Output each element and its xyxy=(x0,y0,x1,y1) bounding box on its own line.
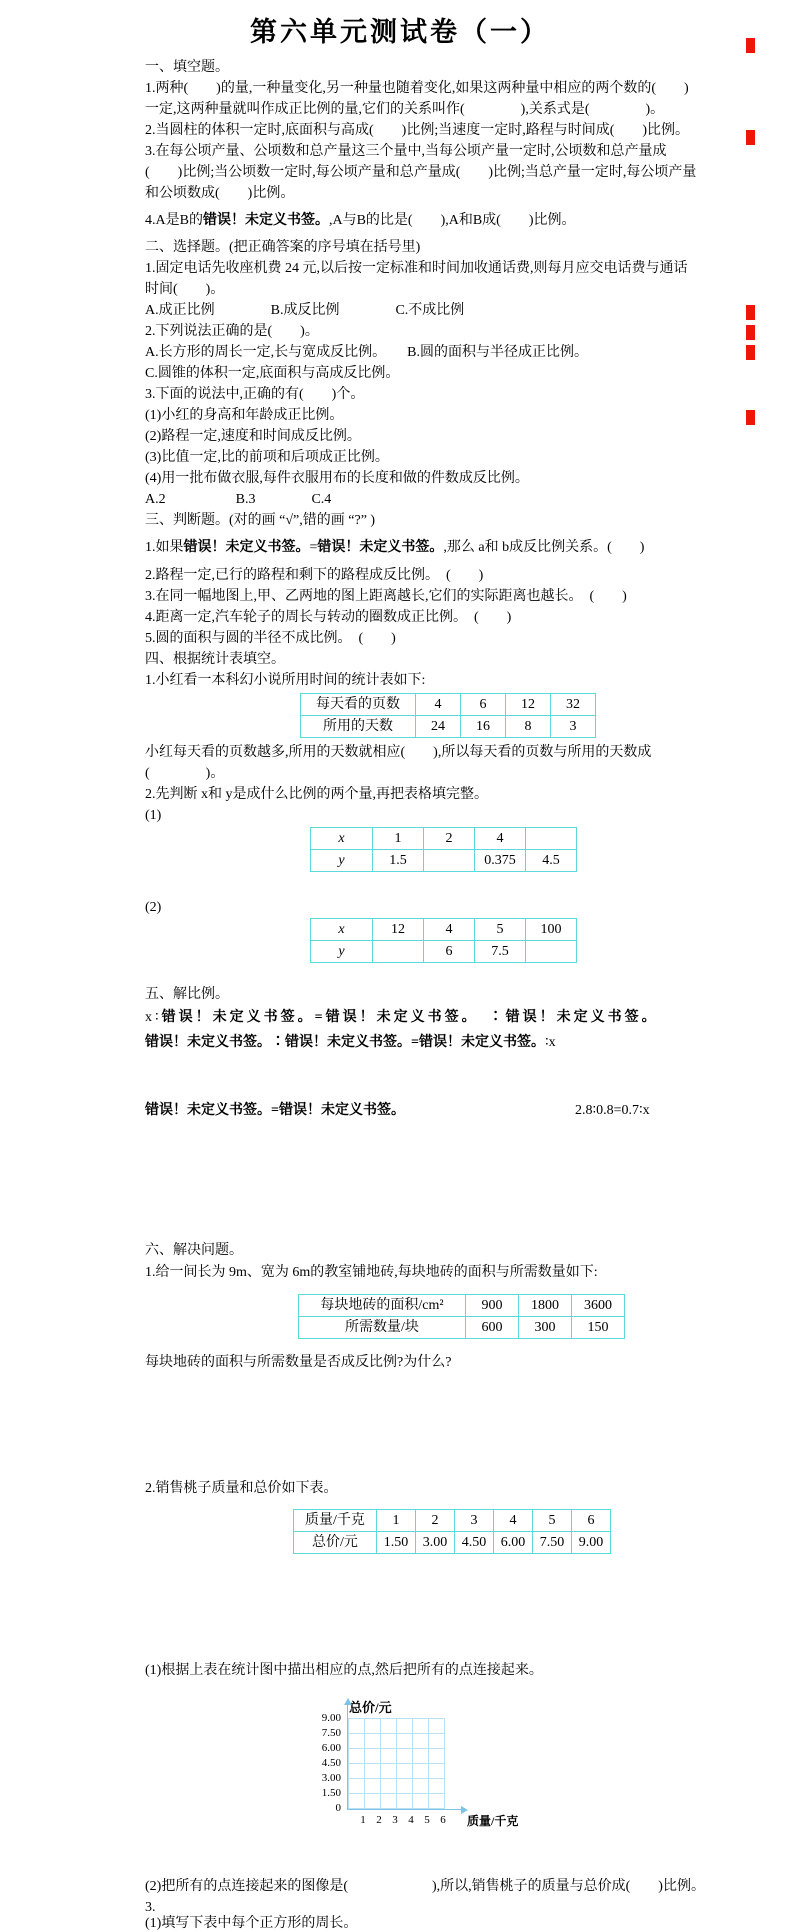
table-cell: 600 xyxy=(466,1317,519,1339)
bookmark-error-text: 错误！未定义书签。 xyxy=(183,540,310,555)
section5-proportion2 xyxy=(145,1032,556,1053)
section3-question1 xyxy=(145,537,644,558)
y-axis-tick: 6.00 xyxy=(321,1742,341,1754)
section3-question2: 2.路程一定,已行的路程和剩下的路程成反比例。 ( ) xyxy=(145,568,484,583)
table-cell: 6.00 xyxy=(494,1532,533,1554)
table-cell: 100 xyxy=(526,919,577,941)
section5-proportion1 xyxy=(145,1007,659,1028)
question-text: ,那么 a和 b成反比例关系。( ) xyxy=(443,540,645,555)
section6-question3-part1: (1)填写下表中每个正方形的周长。 xyxy=(145,1916,358,1931)
table-cell xyxy=(526,941,577,963)
section2-question2-option-c: C.圆锥的体积一定,底面积与高成反比例。 xyxy=(145,366,400,381)
section6-question2-part1: (1)根据上表在统计图中描出相应的点,然后把所有的点连接起来。 xyxy=(145,1663,543,1678)
section2-question2-options-ab: A.长方形的周长一定,长与宽成反比例。 B.圆的面积与半径成正比例。 xyxy=(145,345,588,360)
section1-question2: 2.当圆柱的体积一定时,底面积与高成( )比例;当速度一定时,路程与时间成( )比例。 xyxy=(145,123,690,138)
table-cell: 所用的天数 xyxy=(301,716,416,738)
question-text: 和公顷数成( )比例。 xyxy=(145,186,295,201)
question-text: ,A与B的比是( ),A和B成( )比例。 xyxy=(328,213,576,228)
table-cell: 4.50 xyxy=(455,1532,494,1554)
table-cell: 16 xyxy=(461,716,506,738)
section1-question4 xyxy=(145,210,576,231)
table-cell: 7.5 xyxy=(475,941,526,963)
section5-proportion3-right: 2.8∶0.8=0.7∶x xyxy=(575,1103,650,1118)
table-cell: y xyxy=(311,941,373,963)
table-cell: 1.5 xyxy=(373,850,424,872)
table-cell: 1800 xyxy=(519,1295,572,1317)
section4-question1-conclusion xyxy=(145,742,651,784)
table-cell: 6 xyxy=(461,694,506,716)
table-cell: 0.375 xyxy=(475,850,526,872)
table-cell xyxy=(526,828,577,850)
section1-question1 xyxy=(145,78,689,120)
red-annotation-mark xyxy=(746,130,755,145)
y-axis-tick: 9.00 xyxy=(321,1712,341,1724)
section6-question2-part2: (2)把所有的点连接起来的图像是( ),所以,销售桃子的质量与总价成( )比例。 xyxy=(145,1879,705,1894)
section3-question5: 5.圆的面积与圆的半径不成比例。 ( ) xyxy=(145,631,396,646)
table-row xyxy=(311,919,577,941)
pages-days-table xyxy=(300,693,596,738)
section2-question3-statements xyxy=(145,405,529,489)
red-annotation-mark xyxy=(746,325,755,340)
math-text: x∶ xyxy=(145,1010,162,1025)
table-cell: 4 xyxy=(475,828,526,850)
y-axis-tick: 7.50 xyxy=(321,1727,341,1739)
table-cell: 3.00 xyxy=(416,1532,455,1554)
table-row xyxy=(311,941,577,963)
chart-x-axis-label: 质量/千克 xyxy=(467,1814,519,1828)
table-cell xyxy=(424,850,475,872)
table-cell: 6 xyxy=(424,941,475,963)
table-cell: y xyxy=(311,850,373,872)
table-cell xyxy=(373,941,424,963)
x-axis-tick: 3 xyxy=(392,1814,398,1826)
red-annotation-mark xyxy=(746,410,755,425)
table-row xyxy=(301,694,596,716)
question-text: 小红每天看的页数越多,所用的天数就相应( ),所以每天看的页数与所用的天数成 xyxy=(145,745,652,760)
table-row xyxy=(311,828,577,850)
bookmark-error-text: 错误！未定义书签。=错误！未定义书签。 ∶错误！未定义书签。 xyxy=(161,1010,659,1025)
table-cell: 6 xyxy=(572,1510,611,1532)
question-text: 一定,这两种量就叫作成正比例的量,它们的关系叫作( ),关系式是( )。 xyxy=(145,102,665,117)
price-weight-chart xyxy=(261,1695,561,1845)
table-cell: 4 xyxy=(424,919,475,941)
section4-question1: 1.小红看一本科幻小说所用时间的统计表如下: xyxy=(145,673,426,688)
statement: (4)用一批布做衣服,每件衣服用布的长度和做的件数成反比例。 xyxy=(145,471,529,486)
section6-question1: 1.给一间长为 9m、宽为 6m的教室铺地砖,每块地砖的面积与所需数量如下: xyxy=(145,1265,598,1280)
table-cell: 9.00 xyxy=(572,1532,611,1554)
bookmark-error-text: 错误！未定义书签。 xyxy=(202,213,329,228)
x-axis-tick: 2 xyxy=(376,1814,382,1826)
section1-heading: 一、填空题。 xyxy=(145,60,229,75)
section2-question1 xyxy=(145,258,688,300)
question-text: 3.在每公顷产量、公顷数和总产量这三个量中,当每公顷产量一定时,公顷数和总产量成 xyxy=(145,144,667,159)
section6-heading: 六、解决问题。 xyxy=(145,1243,243,1258)
red-annotation-mark xyxy=(746,38,755,53)
page-title: 第六单元测试卷（一） xyxy=(250,17,550,47)
table-cell: 7.50 xyxy=(533,1532,572,1554)
section4-heading: 四、根据统计表填空。 xyxy=(145,652,285,667)
section4-part1-label: (1) xyxy=(145,808,162,823)
statement: (3)比值一定,比的前项和后项成正比例。 xyxy=(145,450,389,465)
section5-heading: 五、解比例。 xyxy=(145,987,229,1002)
table-row xyxy=(301,716,596,738)
table-cell: 32 xyxy=(551,694,596,716)
x-axis-tick: 5 xyxy=(424,1814,430,1826)
question-text: 1.固定电话先收座机费 24 元,以后按一定标准和时间加收通话费,则每月应交电话费与通话 xyxy=(145,261,688,276)
x-axis-line xyxy=(444,1809,462,1810)
table-cell: 3600 xyxy=(572,1295,625,1317)
table-cell: 300 xyxy=(519,1317,572,1339)
section6-question3: 3. xyxy=(145,1900,156,1915)
table-cell: 4 xyxy=(494,1510,533,1532)
y-axis-tick: 0 xyxy=(335,1802,341,1814)
y-axis-tick: 3.00 xyxy=(321,1772,341,1784)
math-text: ∶x xyxy=(544,1035,556,1050)
x-axis-tick: 4 xyxy=(408,1814,414,1826)
table-cell: x xyxy=(311,828,373,850)
table-cell: 24 xyxy=(416,716,461,738)
question-text: 1.两种( )的量,一种量变化,另一种量也随着变化,如果这两种量中相应的两个数的( ) xyxy=(145,81,689,96)
table-cell: 1 xyxy=(377,1510,416,1532)
section2-question3: 3.下面的说法中,正确的有( )个。 xyxy=(145,387,365,402)
section3-question4: 4.距离一定,汽车轮子的周长与转动的圈数成正比例。 ( ) xyxy=(145,610,512,625)
table-cell: 5 xyxy=(533,1510,572,1532)
xy-table-2 xyxy=(310,918,577,963)
y-axis-line xyxy=(347,1704,348,1718)
table-cell: 总价/元 xyxy=(294,1532,377,1554)
table-row xyxy=(299,1317,625,1339)
x-axis-tick: 6 xyxy=(440,1814,446,1826)
section6-question1-prompt: 每块地砖的面积与所需数量是否成反比例?为什么? xyxy=(145,1355,452,1370)
table-cell: 8 xyxy=(506,716,551,738)
section1-question3 xyxy=(145,141,696,204)
table-cell: 每块地砖的面积/cm² xyxy=(299,1295,466,1317)
statement: (1)小红的身高和年龄成正比例。 xyxy=(145,408,344,423)
bookmark-error-text: 错误！未定义书签。 xyxy=(317,540,444,555)
red-annotation-mark xyxy=(746,305,755,320)
table-cell: 1.50 xyxy=(377,1532,416,1554)
statement: (2)路程一定,速度和时间成反比例。 xyxy=(145,429,361,444)
peach-price-table xyxy=(293,1509,611,1554)
table-row xyxy=(299,1295,625,1317)
x-axis-tick: 1 xyxy=(360,1814,366,1826)
table-cell: x xyxy=(311,919,373,941)
section2-question2: 2.下列说法正确的是( )。 xyxy=(145,324,319,339)
section2-heading: 二、选择题。(把正确答案的序号填在括号里) xyxy=(145,240,421,255)
table-cell: 4 xyxy=(416,694,461,716)
chart-y-axis-label: 总价/元 xyxy=(349,1700,392,1715)
table-cell: 3 xyxy=(551,716,596,738)
table-cell: 900 xyxy=(466,1295,519,1317)
section4-question2: 2.先判断 x和 y是成什么比例的两个量,再把表格填完整。 xyxy=(145,787,488,802)
question-text: ( )比例;当公顷数一定时,每公顷产量和总产量成( )比例;当总产量一定时,每公顷产量 xyxy=(145,165,697,180)
chart-grid xyxy=(347,1718,445,1810)
section2-question3-options: A.2 B.3 C.4 xyxy=(145,492,332,507)
table-cell: 1 xyxy=(373,828,424,850)
section3-heading: 三、判断题。(对的画 “√”,错的画 “?” ) xyxy=(145,513,376,528)
table-cell: 3 xyxy=(455,1510,494,1532)
question-text: ( )。 xyxy=(145,766,225,781)
tile-area-table xyxy=(298,1294,625,1339)
table-cell: 4.5 xyxy=(526,850,577,872)
section3-question3: 3.在同一幅地图上,甲、乙两地的图上距离越长,它们的实际距离也越长。 ( ) xyxy=(145,589,627,604)
y-axis-tick: 4.50 xyxy=(321,1757,341,1769)
table-cell: 质量/千克 xyxy=(294,1510,377,1532)
table-row xyxy=(311,850,577,872)
bookmark-error-text: 错误！未定义书签。=错误！未定义书签。 xyxy=(145,1103,405,1118)
section6-question2: 2.销售桃子质量和总价如下表。 xyxy=(145,1481,338,1496)
table-cell: 2 xyxy=(424,828,475,850)
y-axis-tick: 1.50 xyxy=(321,1787,341,1799)
table-cell: 150 xyxy=(572,1317,625,1339)
table-row xyxy=(294,1532,611,1554)
section2-question1-options: A.成正比例 B.成反比例 C.不成比例 xyxy=(145,303,465,318)
section5-proportion3-left xyxy=(145,1100,405,1121)
table-cell: 12 xyxy=(373,919,424,941)
table-cell: 2 xyxy=(416,1510,455,1532)
question-text: 4.A是B的 xyxy=(145,213,203,228)
table-cell: 5 xyxy=(475,919,526,941)
table-cell: 每天看的页数 xyxy=(301,694,416,716)
bookmark-error-text: 错误！未定义书签。∶错误！未定义书签。=错误！未定义书签。 xyxy=(145,1035,545,1050)
table-cell: 12 xyxy=(506,694,551,716)
equals-sign: = xyxy=(309,540,318,555)
section4-part2-label: (2) xyxy=(145,900,162,915)
y-axis-arrow-icon xyxy=(344,1698,352,1705)
table-row xyxy=(294,1510,611,1532)
question-text: 1.如果 xyxy=(145,540,184,555)
red-annotation-mark xyxy=(746,345,755,360)
xy-table-1 xyxy=(310,827,577,872)
table-cell: 所需数量/块 xyxy=(299,1317,466,1339)
question-text: 时间( )。 xyxy=(145,282,225,297)
